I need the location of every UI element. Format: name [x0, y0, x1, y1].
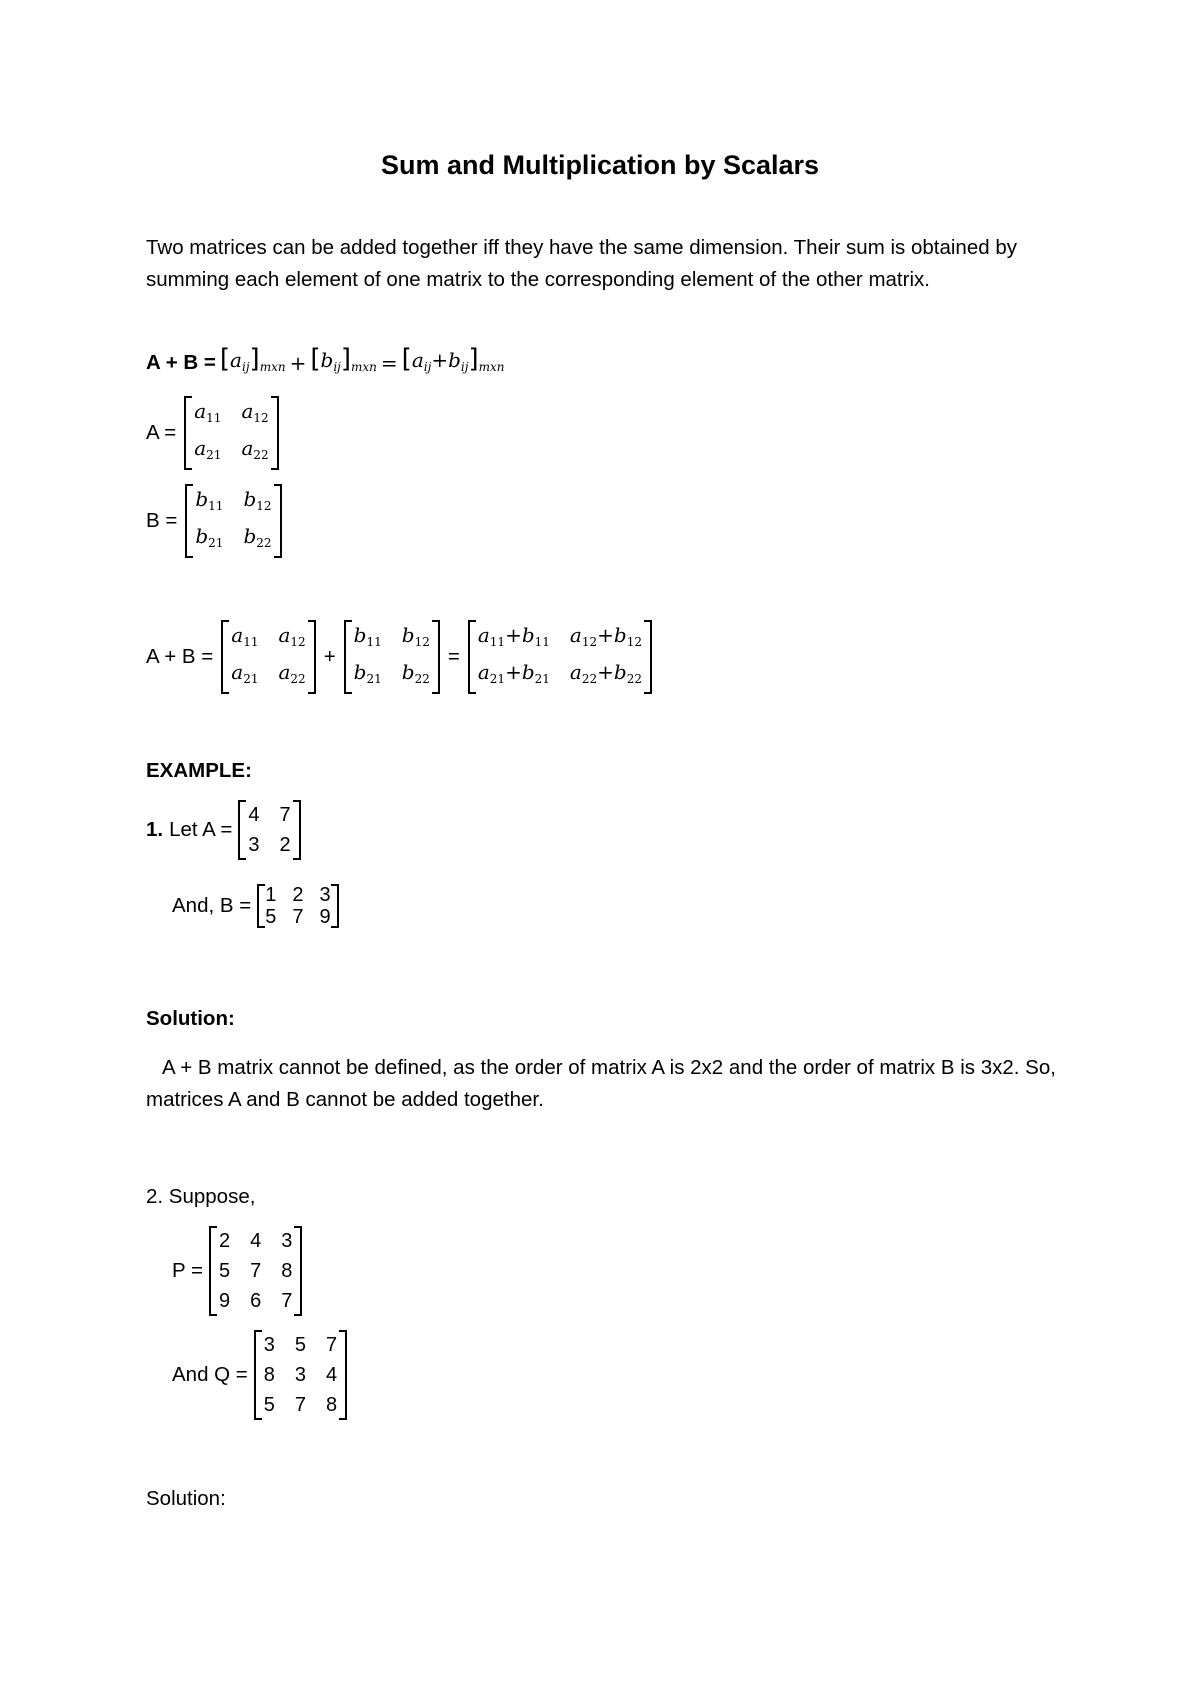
formula-lhs2: $[b_{ij}]_{mxn}$: [310, 344, 377, 374]
formula-label: A + B =: [146, 350, 216, 374]
example2-q-label: And Q =: [172, 1363, 248, 1386]
sum-definition-formula: [146, 346, 505, 379]
matrix-a: $a_{11}$ $a_{12}$ $a_{21}$ $a_{22}$: [184, 396, 278, 470]
page-title: Sum and Multiplication by Scalars: [380, 150, 820, 180]
example2-intro: 2. Suppose,: [146, 1185, 256, 1208]
example-heading: EXAMPLE:: [146, 759, 252, 782]
sum-matrix-b: $b_{11}$ $b_{12}$ $b_{21}$ $b_{22}$: [344, 620, 440, 694]
sum-result-matrix: $a_{11}+b_{11}$ $a_{12}+b_{12}$ $a_{21}+b_{21}$ $a_{22}+b_{22}$: [468, 620, 652, 694]
matrix-b-definition: [146, 484, 282, 558]
example1-number: 1.: [146, 818, 164, 841]
example2-p-matrix: 2 4 3 5 7 8 9 6 7: [209, 1226, 302, 1316]
example1-matrix-a: [146, 800, 301, 860]
sum-expansion: [146, 620, 652, 694]
formula-lhs1: $[a_{ij}]_{mxn}$: [219, 344, 286, 374]
example2-q-matrix: 3 5 7 8 3 4 5 7 8: [254, 1330, 347, 1420]
formula-plus: +: [289, 350, 307, 375]
sum-expansion-label: A + B =: [146, 645, 214, 668]
example1-b-label: And, B =: [172, 894, 252, 917]
intro-paragraph: Two matrices can be added together iff they have the same dimension. Their sum is obtained by summing each element of one matrix to the corresponding element of the other matrix.: [146, 236, 1017, 291]
sum-matrix-a: $a_{11}$ $a_{12}$ $a_{21}$ $a_{22}$: [221, 620, 315, 694]
matrix-b: $b_{11}$ $b_{12}$ $b_{21}$ $b_{22}$: [185, 484, 281, 558]
example1-solution-text: A + B matrix cannot be defined, as the order of matrix A is 2x2 and the order of matrix B is 3x2. So, matrices A and B cannot be added together.: [146, 1056, 1056, 1111]
sum-equals-sign: =: [447, 645, 460, 668]
example1-solution-heading: Solution:: [146, 1007, 235, 1030]
formula-equals: =: [380, 350, 398, 375]
matrix-b-label: B =: [146, 509, 178, 532]
example2-matrix-p: [172, 1226, 302, 1316]
example1-a-matrix: 4 7 3 2: [238, 800, 300, 860]
example2-solution-heading: Solution:: [146, 1487, 226, 1510]
formula-rhs: $[a_{ij}+b_{ij}]_{mxn}$: [401, 344, 505, 374]
example1-matrix-b: [172, 884, 339, 928]
example1-label: Let A =: [169, 818, 233, 841]
example2-matrix-q: [172, 1330, 347, 1420]
example1-b-matrix: 1 2 3 5 7 9: [257, 884, 338, 928]
matrix-a-label: A =: [146, 421, 177, 444]
example2-p-label: P =: [172, 1259, 203, 1282]
sum-plus-sign: +: [323, 645, 336, 668]
matrix-a-definition: [146, 396, 279, 470]
